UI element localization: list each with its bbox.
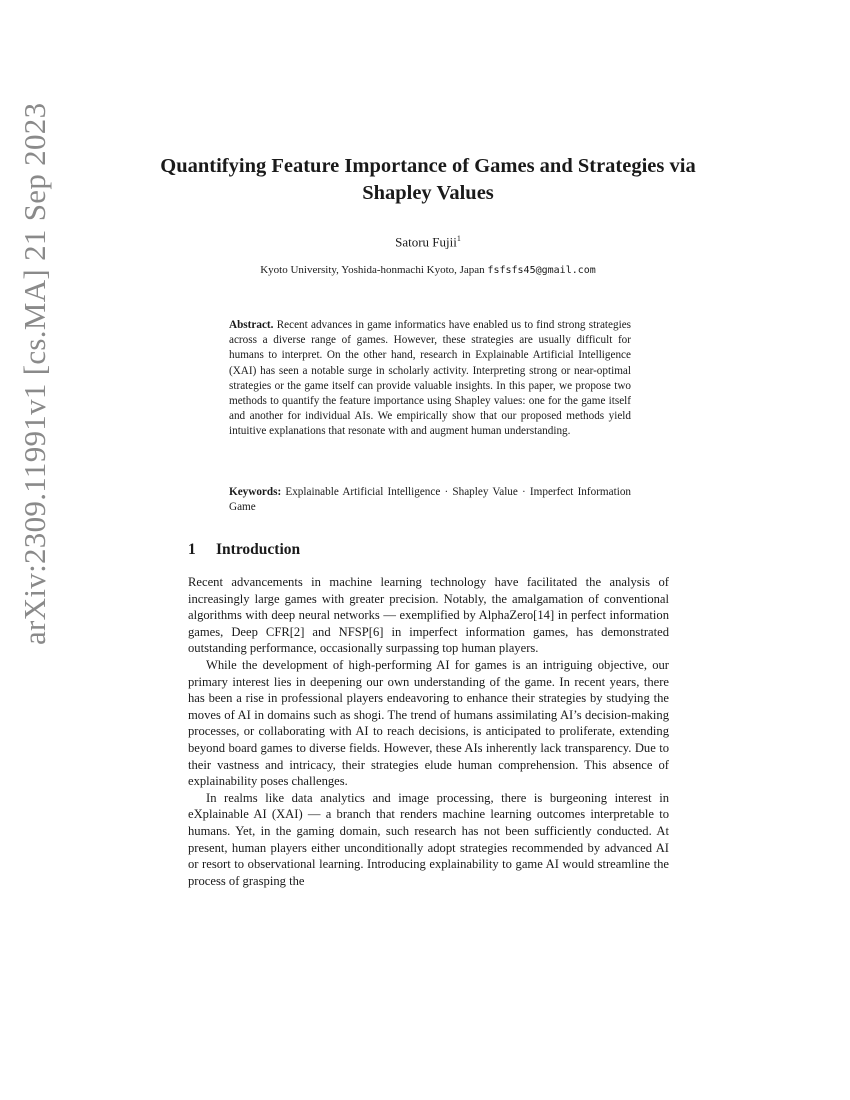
keywords-label: Keywords:: [229, 486, 282, 498]
section-heading-introduction: [188, 541, 300, 559]
affiliation-mark: 1: [456, 234, 461, 243]
keywords: [229, 485, 631, 515]
paper-title: Quantifying Feature Importance of Games and Strategies via Shapley Values: [160, 155, 696, 204]
author-email[interactable]: fsfsfs45@gmail.com: [487, 265, 596, 276]
section-title: Introduction: [216, 541, 301, 558]
body-paragraph: While the development of high-performing AI for games is an intriguing objective, our primary interest lies in deepening our own understanding of the game. In recent years, there has been a rise in professional players endeavoring to enhance their strategies by studying the moves of AI in domains such as shogi. The trend of humans assimilating AI’s decision-making processes, or collaborating with AI to reach decisions, is anticipated to proliferate, extending beyond board games to diverse fields. However, these AIs inherently lack transparency. Due to their vastness and intricacy, their strategies elude human comprehension. This absence of explainability poses challenges.: [188, 657, 669, 789]
body-paragraph: Recent advancements in machine learning technology have facilitated the analysis of increasingly large games with greater precision. Notably, the amalgamation of conventional algorithms with deep neural networks — exemplified by AlphaZero[14] in perfect information games, Deep CFR[2] and NFSP[6] in imperfect information games, has demonstrated outstanding performance, occasionally surpassing top human players.: [188, 575, 669, 656]
abstract: [229, 318, 631, 440]
body-paragraph: In realms like data analytics and image processing, there is burgeoning interest in eXplainable AI (XAI) — a branch that renders machine learning outcomes interpretable to humans. Yet, in the gaming domain, such research has not been sufficiently conducted. At present, human players either unconditionally adopt strategies recommended by advanced AI or resort to observational learning. Introducing explainability to game AI would streamline the process of grasping the: [188, 790, 669, 888]
author-line: [150, 234, 706, 250]
keywords-text: Explainable Artificial Intelligence · Shapley Value · Imperfect Information Game: [229, 486, 632, 514]
affiliation-line: [150, 264, 706, 276]
affiliation-text: Kyoto University, Yoshida-honmachi Kyoto, Japan: [260, 264, 485, 276]
author-name: Satoru Fujii: [395, 234, 457, 250]
introduction-body: [188, 574, 669, 889]
section-number: 1: [188, 541, 196, 558]
abstract-text: Recent advances in game informatics have enabled us to find strong strategies across a diverse range of games. However, these strategies are usually difficult for humans to interpret. On the other hand, research in Explainable Artificial Intelligence (XAI) has seen a notable surge in scholarly activity. Interpreting strong or near-optimal strategies or the game itself can provide valuable insights. In this paper, we propose two methods to quantify the feature importance using Shapley values: one for the game itself and another for individual AIs. We empirically show that our proposed methods yield intuitive explanations that resonate with and augment human understanding.: [229, 319, 632, 438]
arxiv-identifier-stamp: arXiv:2309.11991v1 [cs.MA] 21 Sep 2023: [17, 102, 52, 645]
abstract-label: Abstract.: [229, 319, 274, 331]
